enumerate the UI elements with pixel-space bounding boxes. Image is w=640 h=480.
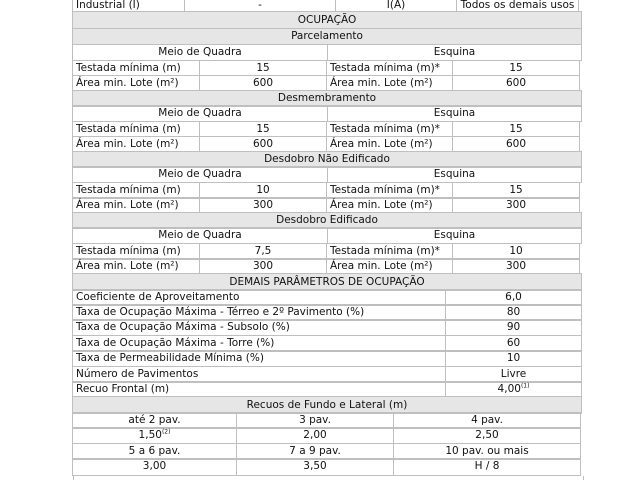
value-meio-testada: 15 (199, 121, 327, 137)
cell-demais-usos: Todos os demais usos (456, 0, 579, 12)
ocupacao-header (73, 12, 582, 29)
recuo-header: 7 a 9 pav. (236, 443, 394, 460)
label-testada-esquina: Testada mínima (m)* (326, 182, 453, 199)
section-title: Desmembramento (72, 90, 582, 107)
label-area-esquina: Área min. Lote (m²) (326, 136, 453, 153)
table-row (73, 122, 582, 137)
meio-header: Meio de Quadra (72, 44, 328, 61)
param-value: Livre (445, 366, 582, 383)
value-esq-testada: 15 (452, 182, 580, 199)
esquina-header: Esquina (327, 44, 582, 61)
param-label: Taxa de Ocupação Máxima - Subsolo (%) (72, 319, 446, 336)
recuo-header: 3 pav. (236, 412, 394, 429)
recuo-header: 10 pav. ou mais (393, 443, 581, 460)
recuo-header: até 2 pav. (72, 412, 237, 429)
recuo-value: H / 8 (393, 458, 581, 476)
footnote-ref: (2) (161, 428, 171, 436)
section-title: Desdobro Não Edificado (72, 151, 582, 168)
param-value: 60 (445, 335, 582, 352)
recuo-value: 3,50 (236, 458, 394, 476)
cell-industrial: Industrial (I) (72, 0, 185, 12)
subheader-row (73, 228, 582, 244)
param-label: Taxa de Permeabilidade Mínima (%) (72, 350, 446, 367)
param-value: 80 (445, 304, 582, 321)
value-esq-testada: 15 (452, 60, 580, 76)
value-esq-testada: 10 (452, 243, 580, 260)
label-area: Área min. Lote (m²) (72, 258, 200, 275)
meio-header: Meio de Quadra (72, 166, 328, 183)
label-area: Área min. Lote (m²) (72, 136, 200, 153)
label-area-esquina: Área min. Lote (m²) (326, 75, 453, 92)
param-label: Número de Pavimentos (72, 366, 446, 383)
value-esq-area: 600 (452, 136, 580, 153)
param-row (73, 320, 582, 336)
demais-title: DEMAIS PARÂMETROS DE OCUPAÇÃO (72, 273, 582, 291)
esquina-header: Esquina (327, 105, 582, 122)
section-title: Desdobro Edificado (72, 212, 582, 229)
value-meio-area: 600 (199, 75, 327, 92)
recuos-title: Recuos de Fundo e Lateral (m) (72, 396, 582, 414)
param-value: 6,0 (445, 289, 582, 306)
subheader-row (73, 167, 582, 183)
esquina-header: Esquina (327, 227, 582, 244)
meio-header: Meio de Quadra (72, 105, 328, 122)
label-testada-esquina: Testada mínima (m)* (326, 243, 453, 260)
value-esq-area: 300 (452, 258, 580, 275)
recuos-value-row (73, 459, 582, 476)
label-testada: Testada mínima (m) (72, 121, 200, 137)
recuo-value: 2,00 (236, 427, 394, 444)
value-meio-testada: 15 (199, 60, 327, 76)
param-label: Coeficiente de Aproveitamento (72, 289, 446, 306)
label-testada: Testada mínima (m) (72, 182, 200, 199)
label-testada-esquina: Testada mínima (m)* (326, 60, 453, 76)
label-area-esquina: Área min. Lote (m²) (326, 197, 453, 214)
label-testada: Testada mínima (m) (72, 243, 200, 260)
param-row (73, 351, 582, 367)
param-label: Taxa de Ocupação Máxima - Torre (%) (72, 335, 446, 352)
value-esq-area: 300 (452, 197, 580, 214)
subheader-row (73, 45, 582, 61)
cell-ia: I(A) (335, 0, 457, 12)
table-row (73, 61, 582, 76)
recuo-value: 3,00 (72, 458, 237, 476)
recuo-value: 2,50 (393, 427, 581, 444)
param-label: Taxa de Ocupação Máxima - Térreo e 2º Pavimento (%) (72, 304, 446, 321)
label-testada-esquina: Testada mínima (m)* (326, 121, 453, 137)
subheader-row (73, 106, 582, 122)
param-label: Recuo Frontal (m) (72, 381, 446, 398)
section-title-row (73, 29, 582, 45)
value-meio-area: 600 (199, 136, 327, 153)
esquina-header: Esquina (327, 166, 582, 183)
recuos-value-row (73, 428, 582, 444)
value-meio-area: 300 (199, 258, 327, 275)
label-area: Área min. Lote (m²) (72, 75, 200, 92)
label-area: Área min. Lote (m²) (72, 197, 200, 214)
section-title: Parcelamento (72, 28, 582, 45)
value-esq-area: 600 (452, 75, 580, 92)
value-meio-testada: 10 (199, 182, 327, 199)
ocupacao-title: OCUPAÇÃO (72, 11, 582, 29)
value-meio-testada: 7,5 (199, 243, 327, 260)
param-value: 10 (445, 350, 582, 367)
meio-header: Meio de Quadra (72, 227, 328, 244)
recuo-value (72, 427, 237, 444)
recuo-header: 4 pav. (393, 412, 581, 429)
param-value: 90 (445, 319, 582, 336)
footnote-ref: (1) (520, 382, 530, 390)
label-testada: Testada mínima (m) (72, 60, 200, 76)
recuo-value-text: 1,50 (138, 429, 162, 441)
recuo-header: 5 a 6 pav. (72, 443, 237, 460)
label-area-esquina: Área min. Lote (m²) (326, 258, 453, 275)
recuo-frontal-value: 4,00 (497, 383, 521, 395)
cell-dash: - (184, 0, 336, 12)
table-bottom-edge (73, 476, 584, 480)
value-meio-area: 300 (199, 197, 327, 214)
value-esq-testada: 15 (452, 121, 580, 137)
